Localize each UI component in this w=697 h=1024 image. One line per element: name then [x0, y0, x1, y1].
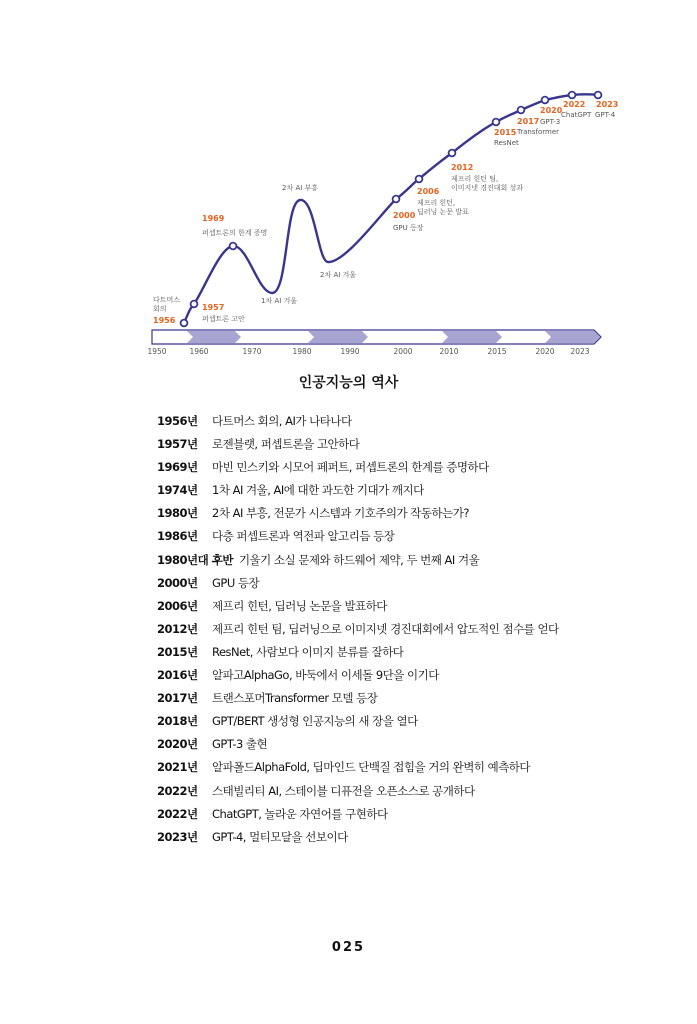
- timeline-row: [157, 413, 677, 436]
- timeline-event: 2차 AI 부흥, 전문가 시스템과 기호주의가 작동하는가?: [212, 506, 469, 521]
- time-axis-band: [545, 331, 600, 343]
- timeline-row: [157, 667, 677, 690]
- milestone-label-2015: ResNet: [494, 139, 519, 147]
- milestone-year-2022: 2022: [563, 100, 586, 109]
- milestone-markers: [181, 92, 602, 327]
- timeline-row: [157, 806, 677, 829]
- timeline-row: [157, 436, 677, 459]
- timeline-year: 1980년대 후반: [157, 552, 233, 567]
- timeline-event: ResNet, 사람보다 이미지 분류를 잘하다: [212, 644, 404, 659]
- timeline-event: 제프리 힌턴 팀, 딥러닝으로 이미지넷 경진대회에서 압도적인 점수를 얻다: [212, 621, 559, 636]
- milestone-label-1969: 퍼셉트론의 한계 증명: [202, 229, 268, 237]
- milestone-marker: [191, 301, 198, 308]
- timeline-year: 2018년: [157, 714, 198, 729]
- timeline-year: 2022년: [157, 783, 198, 798]
- timeline-event: GPT-4, 멀티모달을 선보이다: [212, 829, 348, 844]
- milestone-label-first-ai-winter: 1차 AI 겨울: [261, 297, 298, 305]
- timeline-event: GPT-3 출현: [212, 737, 268, 752]
- milestone-year-1969: 1969: [202, 214, 225, 223]
- timeline-list: [157, 413, 677, 852]
- milestone-label-2006: [417, 198, 469, 216]
- timeline-event: GPT/BERT 생성형 인공지능의 새 장을 열다: [212, 714, 418, 729]
- figure-caption: 인공지능의 역사: [298, 375, 399, 391]
- time-axis-tick-label: 1960: [189, 347, 209, 356]
- time-axis-tick-label: 1950: [147, 347, 167, 356]
- milestone-label-2012: [451, 174, 523, 192]
- timeline-year: 1980년: [157, 506, 198, 521]
- milestone-marker: [595, 92, 602, 99]
- annotation-line: 회의: [153, 305, 167, 313]
- timeline-year: 2021년: [157, 760, 198, 775]
- milestone-label-second-ai-winter: 2차 AI 겨울: [320, 271, 357, 279]
- timeline-year: 2017년: [157, 691, 198, 706]
- time-axis-tick-label: 2000: [393, 347, 413, 356]
- time-axis-band: [308, 331, 368, 343]
- time-axis-tick-label: 2010: [439, 347, 459, 356]
- time-axis-tick-label: 1970: [242, 347, 262, 356]
- milestone-label-2023: GPT-4: [595, 111, 616, 119]
- timeline-row: [157, 829, 677, 852]
- milestone-year-2020: 2020: [540, 106, 563, 115]
- timeline-year: 1956년: [157, 414, 198, 428]
- timeline-row: [157, 690, 677, 713]
- timeline-row: [157, 552, 677, 575]
- time-axis-tick-label: 2015: [487, 347, 507, 356]
- milestone-year-1956: 1956: [153, 316, 176, 325]
- milestone-year-2012: 2012: [451, 163, 474, 172]
- timeline-event: 알파고AlphaGo, 바둑에서 이세돌 9단을 이기다: [212, 668, 439, 683]
- timeline-event: 제프리 힌턴, 딥러닝 논문을 발표하다: [212, 598, 387, 613]
- time-axis-tick-label: 2020: [535, 347, 555, 356]
- ai-history-figure: [0, 0, 697, 365]
- time-axis-band: [442, 331, 502, 343]
- timeline-year: 1986년: [157, 529, 198, 544]
- timeline-year: 2022년: [157, 806, 198, 821]
- timeline-row: [157, 736, 677, 759]
- milestone-marker: [393, 196, 400, 203]
- timeline-year: 1974년: [157, 483, 198, 498]
- timeline-event: 1차 AI 겨울, AI에 대한 과도한 기대가 깨지다: [212, 483, 424, 498]
- figure-annotations: [153, 100, 618, 325]
- timeline-year: 2015년: [157, 644, 198, 659]
- milestone-label-second-ai-boom: 2차 AI 부흥: [282, 184, 319, 192]
- milestone-label-2020: GPT-3: [540, 118, 561, 126]
- milestone-year-2023: 2023: [596, 100, 619, 109]
- timeline-row: [157, 575, 677, 598]
- timeline-year: 2006년: [157, 598, 198, 613]
- timeline-event: GPU 등장: [212, 575, 260, 590]
- milestone-marker: [542, 97, 549, 104]
- timeline-year: 2023년: [157, 829, 198, 844]
- milestone-marker: [416, 176, 423, 183]
- milestone-year-2006: 2006: [417, 187, 440, 196]
- timeline-year: 2012년: [157, 621, 198, 636]
- timeline-year: 1957년: [157, 437, 198, 452]
- annotation-line: 다트머스: [153, 296, 181, 304]
- annotation-line: 제프리 힌턴,: [417, 199, 456, 207]
- timeline-row: [157, 783, 677, 806]
- timeline-event: 마빈 민스키와 시모어 페퍼트, 퍼셉트론의 한계를 증명하다: [212, 460, 489, 475]
- timeline-row: [157, 459, 677, 482]
- timeline-row: [157, 759, 677, 782]
- milestone-year-2017: 2017: [517, 117, 540, 126]
- timeline-event: ChatGPT, 놀라운 자연어를 구현하다: [212, 806, 388, 821]
- milestone-marker: [449, 150, 456, 157]
- timeline-row: [157, 644, 677, 667]
- time-axis-band: [187, 331, 241, 343]
- annotation-line: 제프리 힌턴 팀,: [451, 175, 499, 183]
- time-axis-tick-label: 1980: [292, 347, 312, 356]
- milestone-year-2000: 2000: [393, 211, 416, 220]
- time-axis-tick-label: 1990: [340, 347, 360, 356]
- milestone-label-1957: 퍼셉트론 고안: [202, 315, 245, 323]
- annotation-line: 이미지넷 경진대회 성과: [451, 184, 524, 192]
- milestone-year-1957: 1957: [202, 303, 225, 312]
- timeline-event: 로젠블랫, 퍼셉트론을 고안하다: [212, 437, 360, 452]
- timeline-event: 트랜스포머Transformer 모델 등장: [212, 691, 378, 706]
- timeline-row: [157, 482, 677, 505]
- milestone-year-2015: 2015: [494, 128, 517, 137]
- milestone-marker: [230, 243, 237, 250]
- timeline-event: 알파폴드AlphaFold, 딥마인드 단백질 접힘을 거의 완벽히 예측하다: [212, 760, 531, 775]
- timeline-event: 다트머스 회의, AI가 나타나다: [212, 414, 352, 428]
- timeline-event: 다층 퍼셉트론과 역전파 알고리듬 등장: [212, 529, 395, 544]
- timeline-year: 1969년: [157, 460, 198, 475]
- time-axis-ticks: [147, 347, 589, 356]
- milestone-marker: [518, 107, 525, 114]
- time-axis: [147, 330, 601, 356]
- milestone-marker: [569, 92, 576, 99]
- milestone-label-1956: [153, 295, 180, 313]
- milestone-marker: [181, 320, 188, 327]
- timeline-row: [157, 528, 677, 551]
- timeline-row: [157, 621, 677, 644]
- timeline-row: [157, 598, 677, 621]
- timeline-event: 기울기 소실 문제와 하드웨어 제약, 두 번째 AI 겨울: [238, 552, 480, 567]
- annotation-line: 딥러닝 논문 발표: [417, 208, 469, 216]
- milestone-label-2022: ChatGPT: [561, 111, 592, 119]
- timeline-row: [157, 713, 677, 736]
- timeline-row: [157, 505, 677, 528]
- milestone-label-2017: Transformer: [517, 128, 560, 136]
- timeline-year: 2000년: [157, 575, 198, 590]
- timeline-year: 2016년: [157, 668, 198, 683]
- milestone-marker: [493, 119, 500, 126]
- timeline-year: 2020년: [157, 737, 198, 752]
- page-number: 025: [331, 940, 366, 955]
- milestone-label-2000: GPU 등장: [393, 224, 424, 232]
- time-axis-tick-label: 2023: [570, 347, 590, 356]
- timeline-event: 스태빌리티 AI, 스테이블 디퓨전을 오픈소스로 공개하다: [212, 783, 475, 798]
